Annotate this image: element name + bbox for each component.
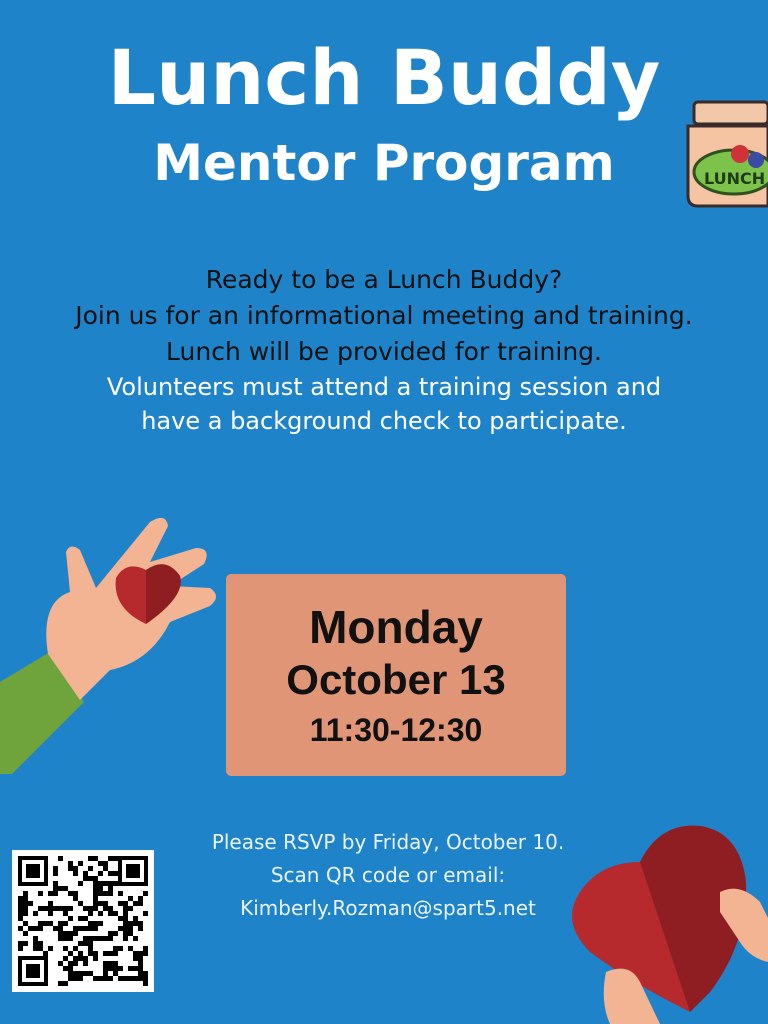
rsvp-email[interactable]: Kimberly.Rozman@spart5.net bbox=[240, 896, 536, 920]
event-day: Monday bbox=[309, 601, 483, 653]
event-time: 11:30-12:30 bbox=[309, 712, 483, 748]
rsvp-line-1: Please RSVP by Friday, October 10. bbox=[211, 830, 565, 854]
event-date-box bbox=[226, 574, 566, 776]
title-line-1: Lunch Buddy bbox=[107, 33, 661, 122]
title-line-2: Mentor Program bbox=[153, 134, 615, 192]
intro-text bbox=[0, 262, 768, 370]
hand-holding-heart-icon bbox=[0, 512, 222, 778]
hands-holding-heart-icon bbox=[570, 822, 768, 1024]
intro-line-1: Ready to be a Lunch Buddy? bbox=[205, 265, 563, 294]
intro-line-3: Lunch will be provided for training. bbox=[166, 337, 602, 366]
volunteer-line-2: have a background check to participate. bbox=[141, 407, 627, 435]
lunchbox-label: LUNCH bbox=[704, 169, 766, 188]
volunteer-line-1: Volunteers must attend a training session and bbox=[106, 373, 662, 401]
rsvp-line-2: Scan QR code or email: bbox=[270, 863, 506, 887]
intro-line-2: Join us for an informational meeting and training. bbox=[75, 301, 693, 330]
lunchbox-icon bbox=[684, 92, 768, 216]
volunteer-requirements bbox=[0, 370, 768, 438]
qr-code[interactable] bbox=[12, 850, 154, 992]
event-date: October 13 bbox=[286, 656, 506, 703]
qr-code-icon bbox=[12, 850, 154, 992]
